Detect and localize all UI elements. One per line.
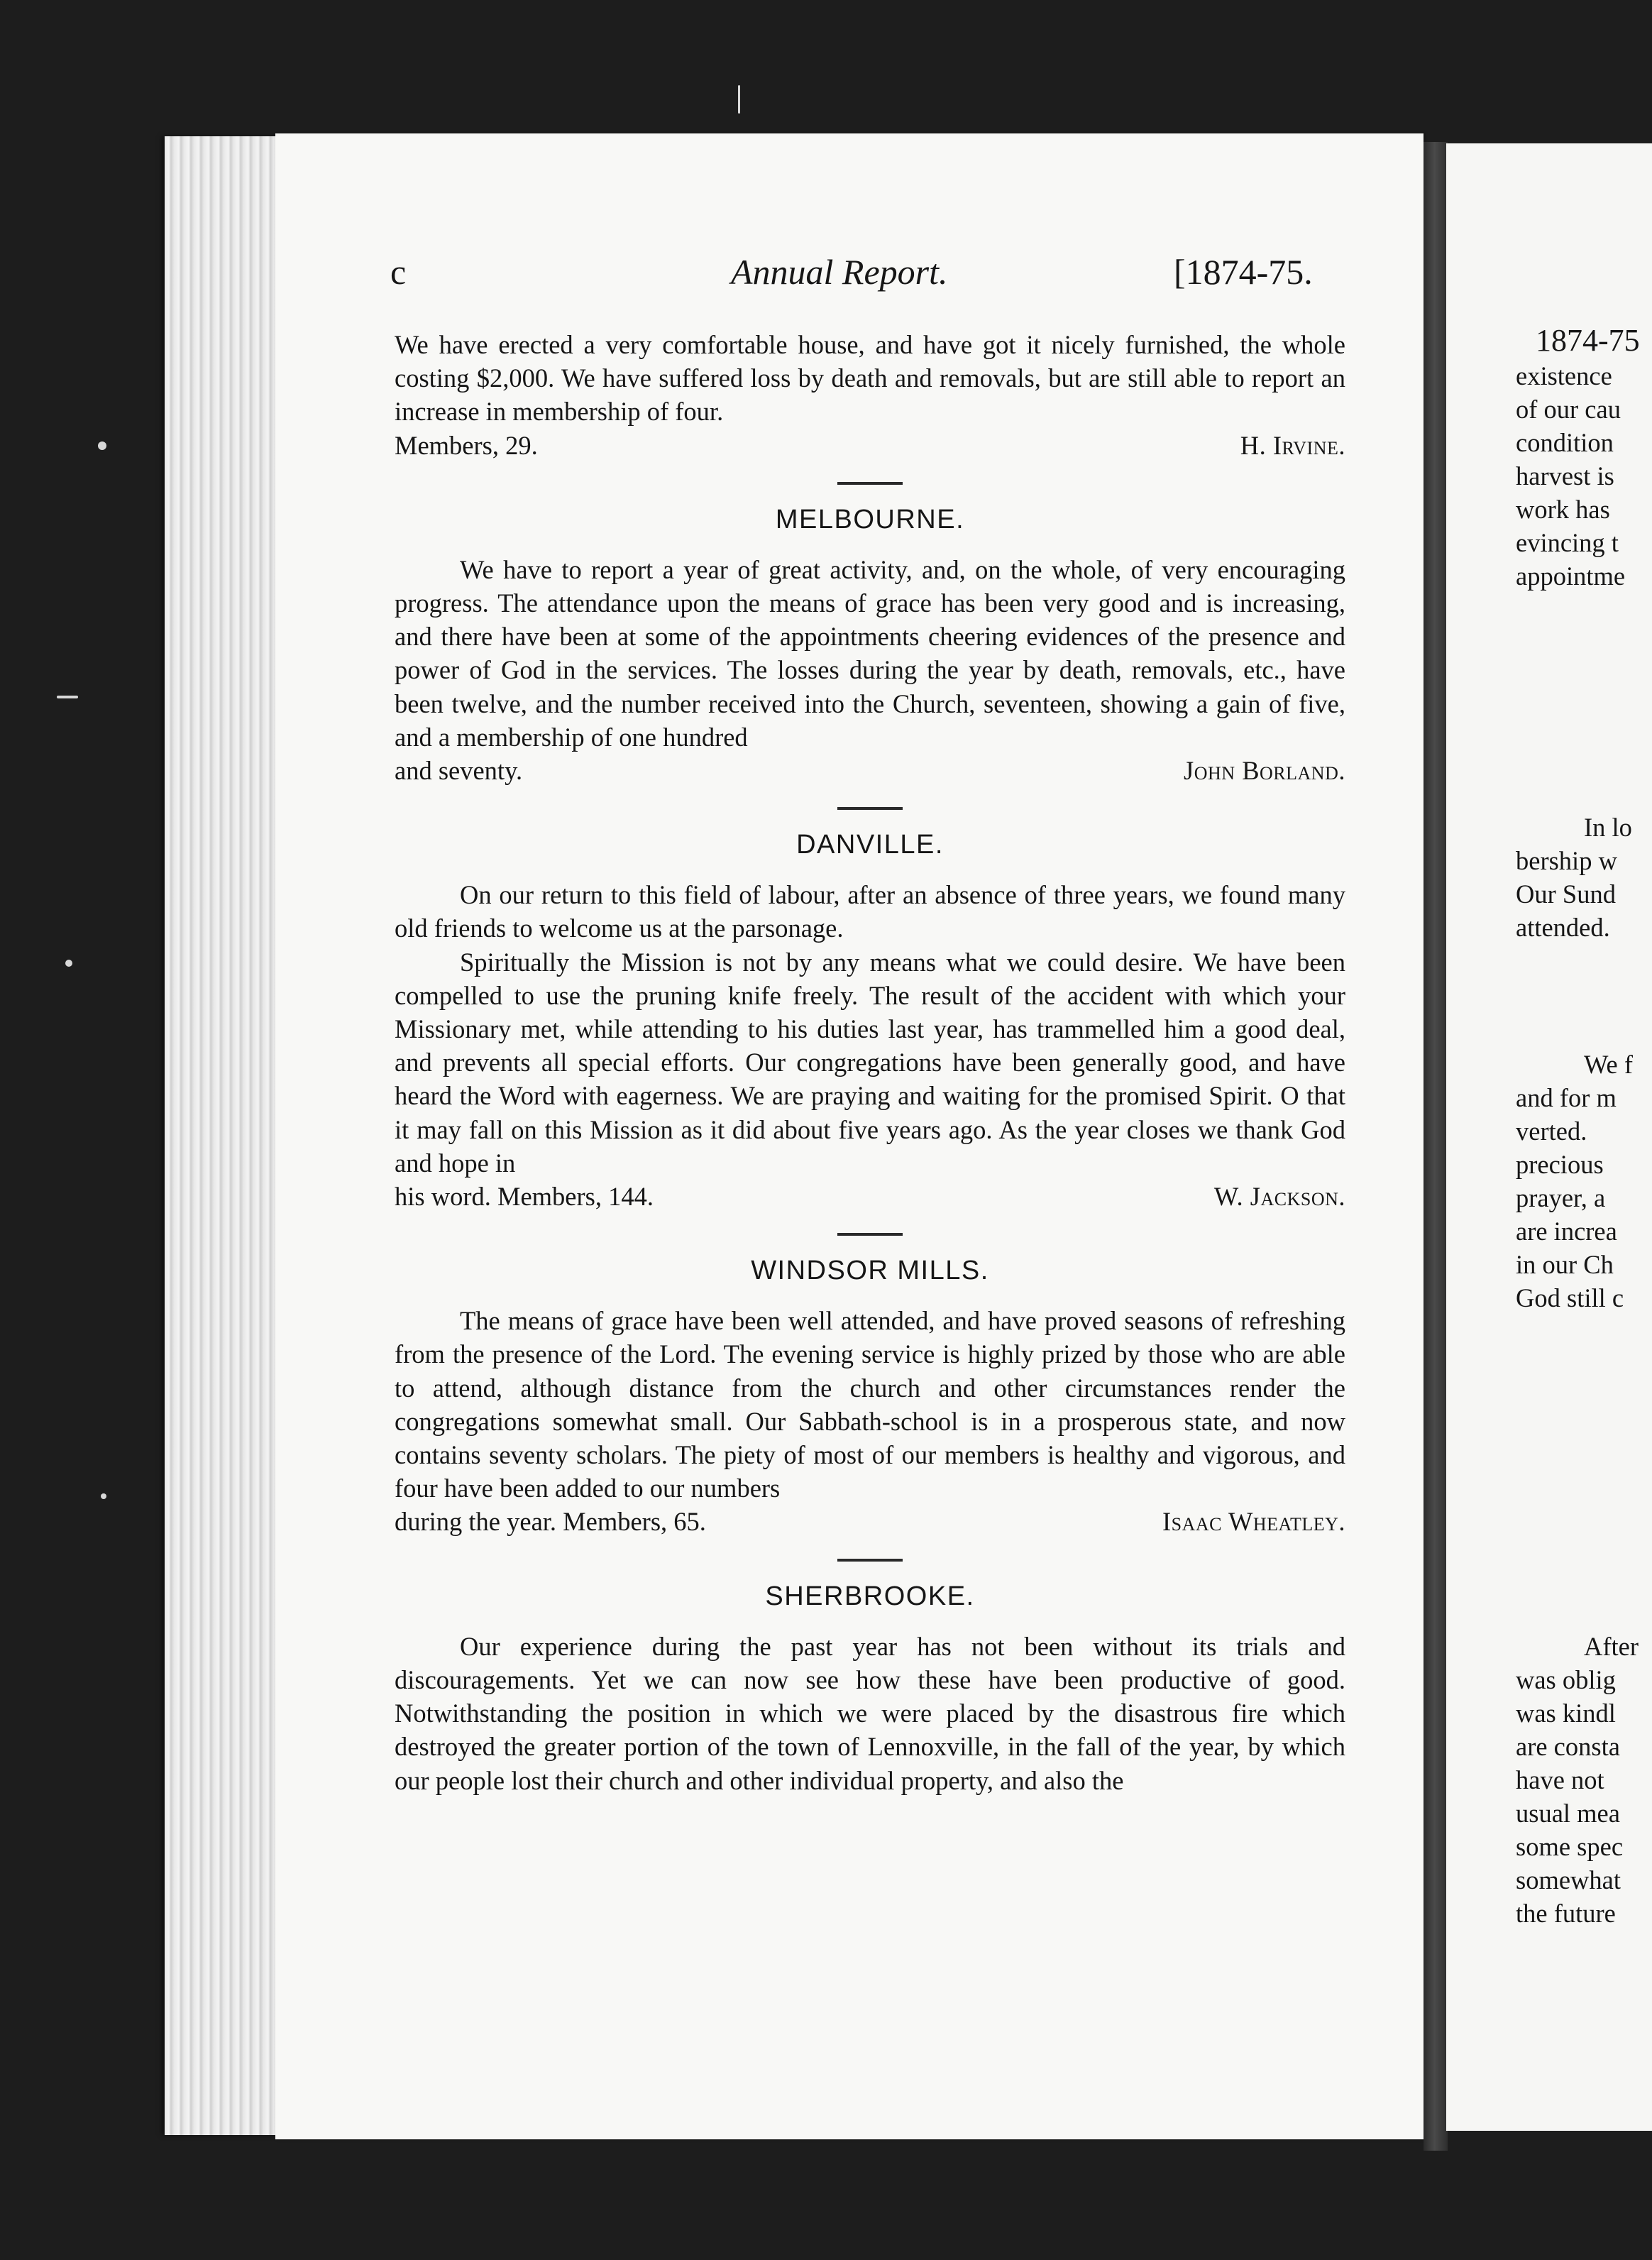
intro-paragraph: We have erected a very comfortable house, and have got it nicely furnished, the whole costing $2,000. We have suffered loss by death and removals, but are still able to report an increase in membership of four.: [395, 330, 1345, 427]
melbourne-signature: John Borland.: [1184, 756, 1345, 786]
danville-paragraph-2: Spiritually the Mission is not by any means what we could desire. We have been compelled to use the pruning knife freely. The result of the accident with which your Missionary met, while attending to his duties last year, has trammelled him a good deal, and prevents all special efforts. Our congregations have been generally good, and have heard the Word with eagerness. We are praying and waiting for the promised Spirit. O that it may fall on this Mission as it did about five years ago. As the year closes we thank God and hope in: [395, 947, 1345, 1178]
windsor-mills-signature: Isaac Wheatley.: [1162, 1507, 1345, 1537]
section-heading-sherbrooke: SHERBROOKE.: [765, 1581, 975, 1611]
windsor-mills-signature-line: [395, 1505, 1345, 1538]
melbourne-signature-line: [395, 754, 1345, 787]
right-page-header: 1874-75: [1536, 323, 1640, 358]
right-page-fragment: somewhat: [1516, 1865, 1621, 1894]
section-divider: [837, 1233, 903, 1236]
background-speck: [101, 1493, 106, 1499]
section-heading-melbourne: MELBOURNE.: [775, 504, 965, 534]
section-heading-windsor-mills: WINDSOR MILLS.: [751, 1256, 989, 1286]
right-page-fragment: are consta: [1516, 1732, 1620, 1761]
section-heading-danville: DANVILLE.: [796, 830, 944, 860]
right-page-fragment: appointme: [1516, 561, 1626, 591]
windsor-mills-closing: during the year. Members, 65.: [395, 1507, 706, 1537]
right-page-fragment: God still c: [1516, 1283, 1624, 1312]
right-page-fragment: Our Sund: [1516, 879, 1616, 909]
background-speck: [738, 85, 740, 114]
section-divider: [837, 482, 903, 485]
right-page-fragment: In lo: [1584, 813, 1632, 842]
right-page-fragment: of our cau: [1516, 395, 1621, 424]
melbourne-paragraph: We have to report a year of great activity, and, on the whole, of very encouraging progress. The attendance upon the means of grace has been very good and is increasing, and there have been at some of the appointments cheering evidences of the presence and power of God in the services. The losses during the year by death, removals, etc., have been twelve, and the number received into the Church, seventeen, showing a gain of five, and a membership of one hundred: [395, 554, 1345, 752]
running-title: Annual Report.: [731, 252, 948, 292]
right-page-fragment: verted.: [1516, 1117, 1587, 1146]
page-edges: [165, 136, 278, 2135]
right-page-fragment: harvest is: [1516, 461, 1614, 490]
right-page-fragment: evincing t: [1516, 528, 1619, 557]
danville-closing: his word. Members, 144.: [395, 1182, 654, 1212]
danville-paragraph-1: On our return to this field of labour, after an absence of three years, we found many old friends to welcome us at the parsonage.: [395, 880, 1345, 943]
right-page-fragment: bership w: [1516, 846, 1617, 875]
danville-signature-line: [395, 1180, 1345, 1213]
section-divider: [837, 807, 903, 810]
book-gutter: [1424, 142, 1448, 2151]
right-page-fragment: We f: [1584, 1050, 1634, 1079]
right-page-fragment: are increa: [1516, 1217, 1617, 1246]
right-page-fragment: existence: [1516, 361, 1612, 390]
background-speck: [57, 696, 78, 698]
right-page-fragment: condition: [1516, 428, 1614, 457]
background-speck: [65, 960, 72, 967]
page-number: c: [390, 252, 407, 292]
sherbrooke-paragraph: Our experience during the past year has not been without its trials and discouragements. Yet we can now see how these have been productive of good. Notwithstanding the position in which we were placed by the disastrous fire which destroyed the greater portion of the town of Lennoxville, in the fall of the year, by which our people lost their church and other individual property, and also the: [395, 1631, 1345, 1795]
background-speck: [98, 441, 106, 450]
right-page-fragment: precious: [1516, 1150, 1604, 1179]
right-page-fragment: usual mea: [1516, 1799, 1620, 1828]
right-page-fragment: was oblig: [1516, 1665, 1616, 1694]
right-page-fragment: work has: [1516, 495, 1610, 524]
right-page-fragment: in our Ch: [1516, 1250, 1614, 1279]
right-page-fragment: have not: [1516, 1765, 1604, 1794]
right-page-fragment: After: [1584, 1632, 1639, 1661]
intro-signature: H. Irvine.: [1240, 430, 1345, 460]
right-page-fragment: attended.: [1516, 913, 1610, 942]
text-column: [395, 328, 1345, 1797]
right-page-fragment: prayer, a: [1516, 1183, 1606, 1212]
windsor-mills-paragraph: The means of grace have been well attended, and have proved seasons of refreshing from the presence of the Lord. The evening service is highly prized by those who are able to attend, although distance from the church and other circumstances render the congregations somewhat small. Our Sabbath-school is in a prosperous state, and now contains seventy scholars. The piety of most of our members is healthy and vigorous, and four have been added to our numbers: [395, 1306, 1345, 1503]
intro-members: Members, 29.: [395, 430, 538, 460]
right-page-fragment: and for m: [1516, 1083, 1617, 1112]
right-page-fragment: was kindl: [1516, 1699, 1616, 1728]
right-page-fragment: the future: [1516, 1899, 1616, 1928]
danville-signature: W. Jackson.: [1213, 1182, 1345, 1212]
header-year: [1874-75.: [1174, 252, 1313, 292]
melbourne-closing: and seventy.: [395, 756, 523, 786]
intro-signature-line: [395, 429, 1345, 462]
section-divider: [837, 1559, 903, 1562]
right-page-fragment: some spec: [1516, 1832, 1624, 1861]
